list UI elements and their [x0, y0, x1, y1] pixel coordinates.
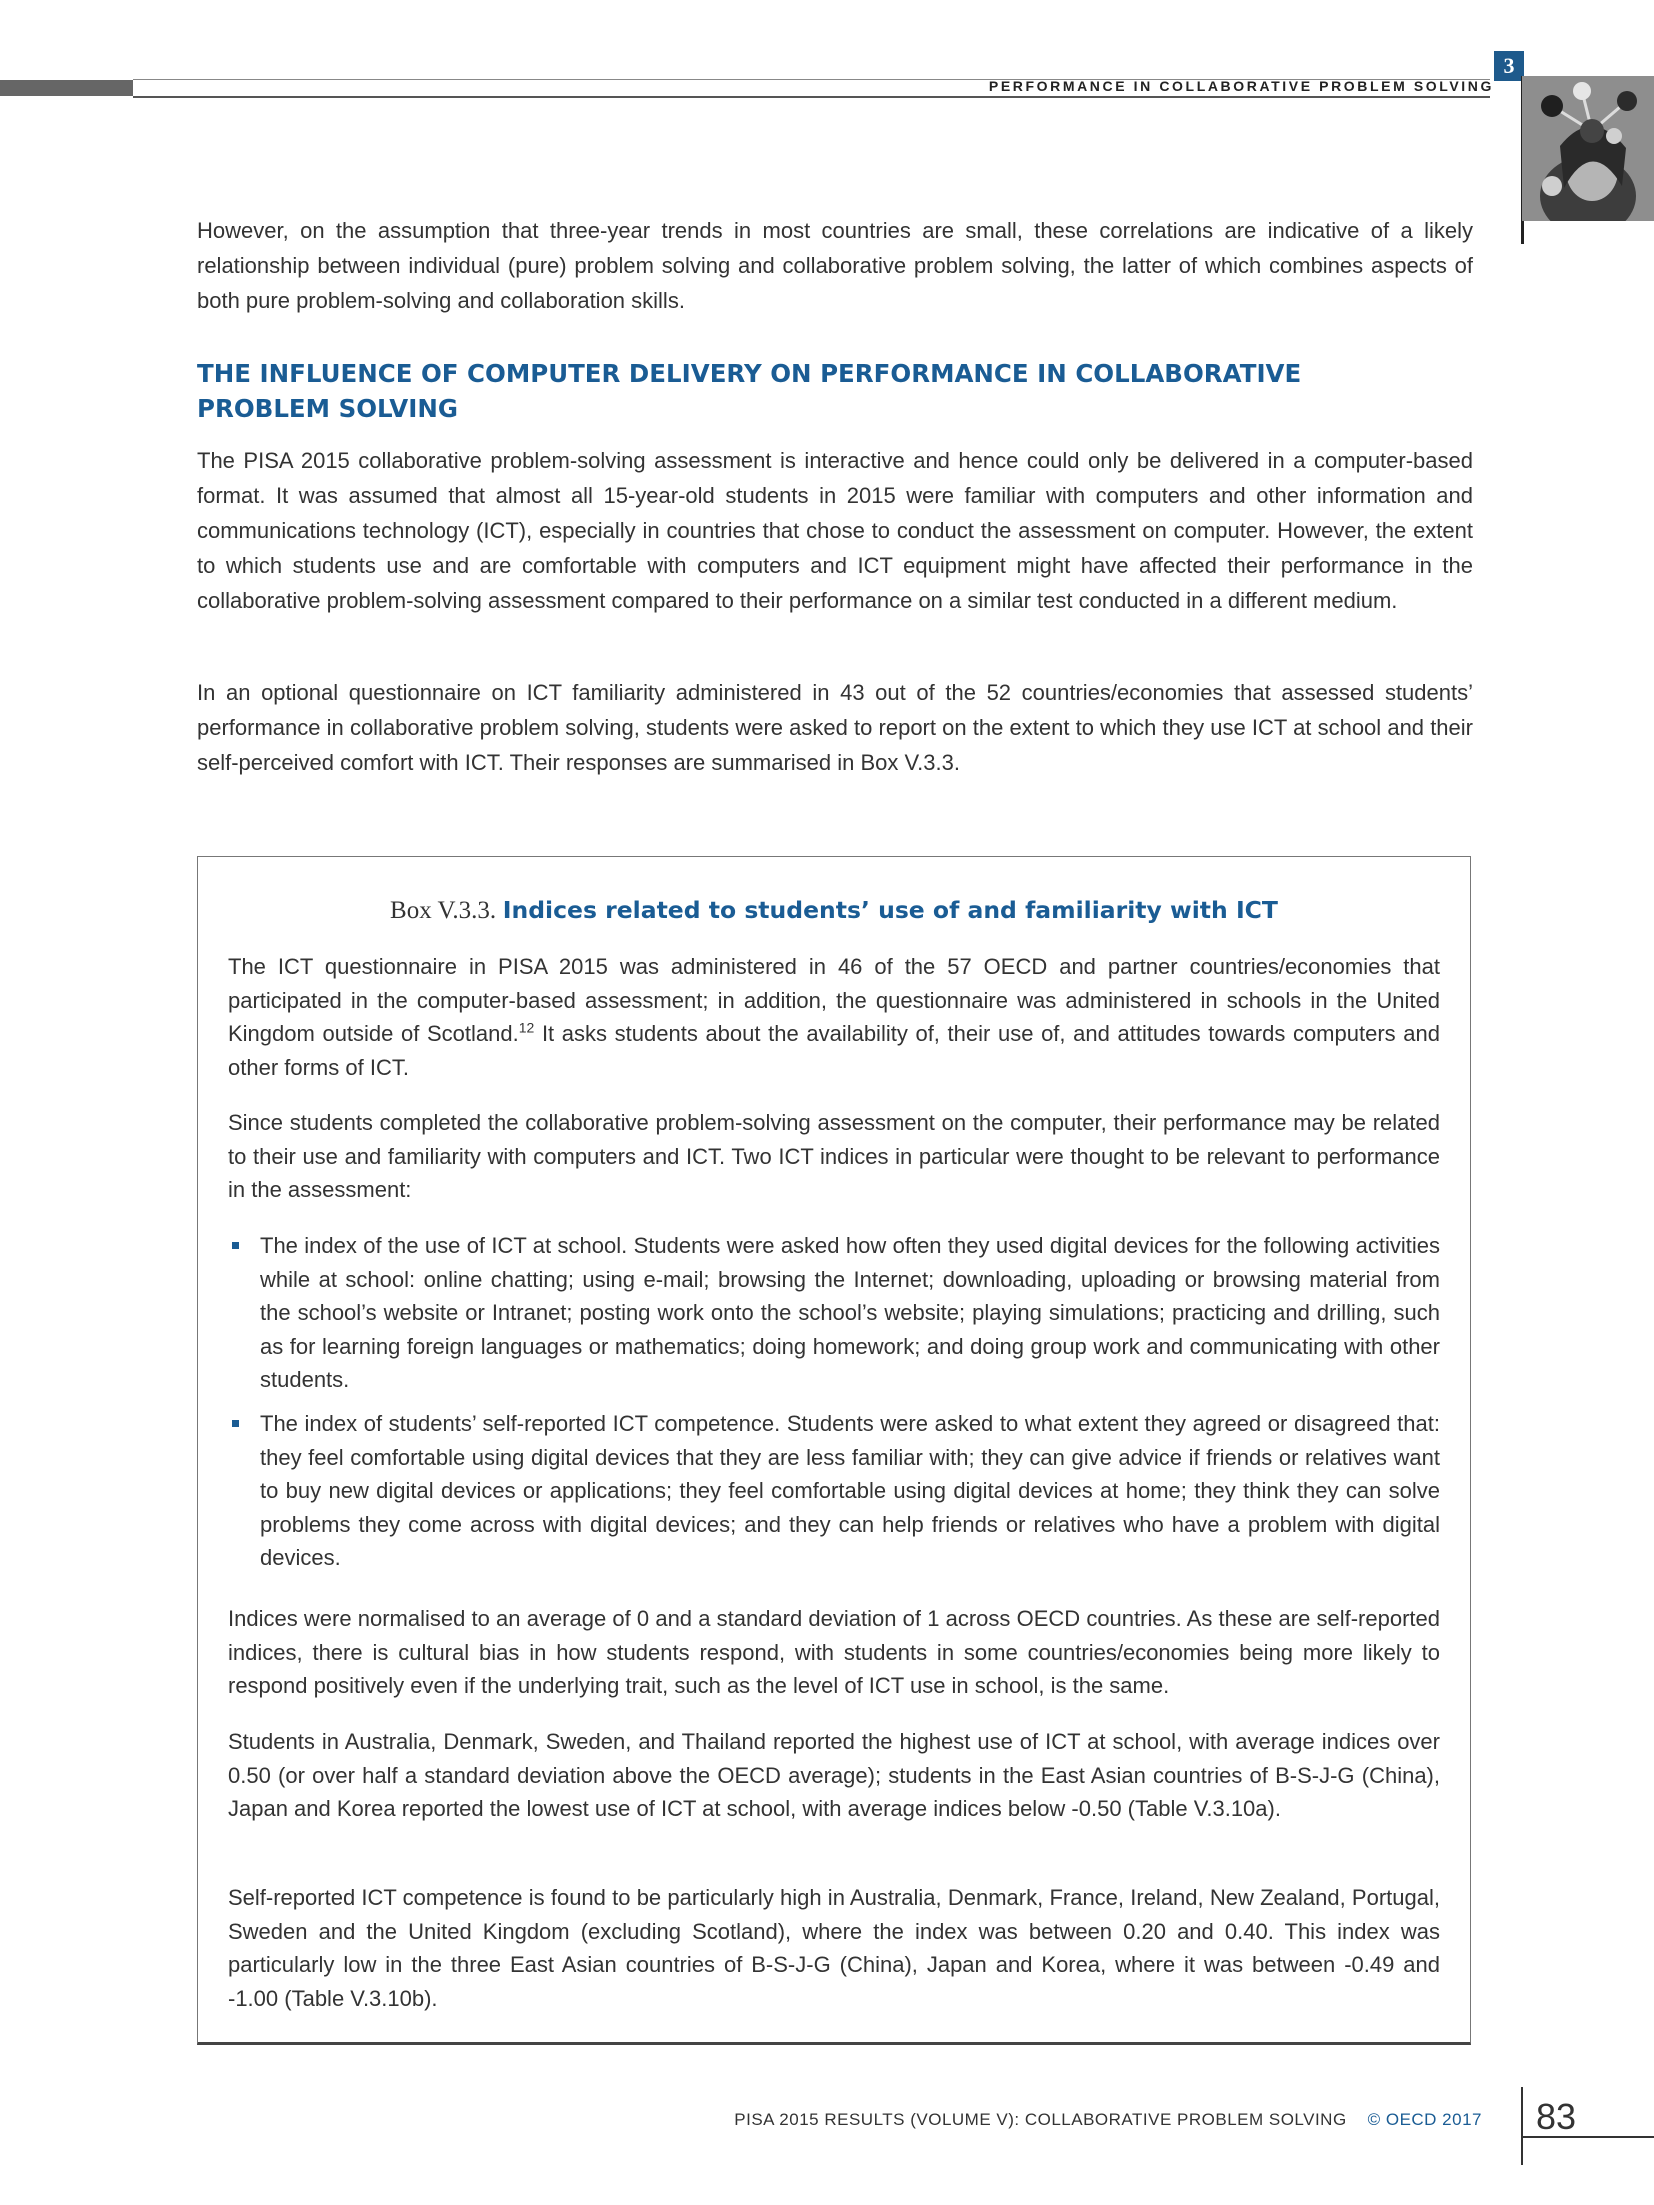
- section-paragraph-1: The PISA 2015 collaborative problem-solving assessment is interactive and hence could only be delivered in a computer-based format. It was assumed that almost all 15-year-old students in 2015 were familiar with computers and other information and communications technology (ICT), especially in countries that chose to conduct the assessment on computer. However, the extent to which students use and are comfortable with computers and ICT equipment might have affected their performance in the collaborative problem-solving assessment compared to their performance on a similar test conducted in a different medium.: [197, 448, 1473, 613]
- footnote-reference: 12: [518, 1019, 535, 1036]
- bullet-item-ict-competence: [228, 1407, 1440, 1575]
- box-label: Box V.3.3.: [390, 897, 497, 924]
- box-paragraph-1-text: The ICT questionnaire in PISA 2015 was administered in 46 of the 57 OECD and partner countries/economies that participated in the computer-based assessment; in addition, the questionnaire was administered in schools in the United Kingdom outside of Scotland.: [228, 954, 1440, 1046]
- square-bullet-icon: [232, 1242, 239, 1249]
- page-number: 83: [1536, 2096, 1577, 2137]
- footer-publication: PISA 2015 RESULTS (VOLUME V): COLLABORATIVE PROBLEM SOLVING: [734, 2110, 1347, 2129]
- box-paragraph-5: Self-reported ICT competence is found to be particularly high in Australia, Denmark, France, Ireland, New Zealand, Portugal, Sweden and the United Kingdom (excluding Scotland), where the index was between 0.20 and 0.40. This index was particularly low in the three East Asian countries of B-S-J-G (China), Japan and Korea, where it was between -0.49 and -1.00 (Table V.3.10b).: [228, 1885, 1440, 2011]
- box-paragraph-3: Indices were normalised to an average of 0 and a standard deviation of 1 across OECD countries. As these are self-reported indices, there is cultural bias in how students respond, with students in some countries/economies being more likely to respond positively even if the underlying trait, such as the level of ICT use in school, is the same.: [228, 1606, 1440, 1698]
- box-paragraph-1-continued: It asks students about the availability of, their use of, and attitudes towards computers and other forms of ICT.: [228, 1021, 1440, 1080]
- chapter-number-badge: 3: [1494, 51, 1524, 81]
- section-heading-line1: THE INFLUENCE OF COMPUTER DELIVERY ON PERFORMANCE IN COLLABORATIVE: [197, 359, 1302, 388]
- section-heading: [197, 356, 1397, 426]
- box-v-3-3: [197, 856, 1471, 2045]
- section-heading-line2: PROBLEM SOLVING: [197, 394, 458, 423]
- intro-paragraph: However, on the assumption that three-year trends in most countries are small, these correlations are indicative of a likely relationship between individual (pure) problem solving and collaborative problem solving, the latter of which combines aspects of both pure problem-solving and collaboration skills.: [197, 218, 1473, 313]
- student-with-molecule-model-photo: [1522, 76, 1654, 221]
- box-paragraph-4: Students in Australia, Denmark, Sweden, and Thailand reported the highest use of ICT at school, with average indices over 0.50 (or over half a standard deviation above the OECD average); students in the East Asian countries of B-S-J-G (China), Japan and Korea reported the lowest use of ICT at school, with average indices below -0.50 (Table V.3.10a).: [228, 1729, 1440, 1821]
- box-paragraph-2: Since students completed the collaborative problem-solving assessment on the computer, their performance may be related to their use and familiarity with computers and ICT. Two ICT indices in particular were thought to be relevant to performance in the assessment:: [228, 1110, 1440, 1202]
- box-paragraph-1: [228, 950, 1440, 1084]
- running-title: PERFORMANCE IN COLLABORATIVE PROBLEM SOLVING: [988, 78, 1494, 94]
- bullet-text: The index of the use of ICT at school. Students were asked how often they used digital devices for the following activities while at school: online chatting; using e-mail; browsing the Internet; downloading, uploading or browsing material from the school’s website or Intranet; posting work onto the school’s website; playing simulations; practicing and drilling, such as for learning foreign languages or mathematics; doing homework; and doing group work and communicating with other students.: [260, 1233, 1440, 1392]
- box-heading: Indices related to students’ use of and familiarity with ICT: [502, 896, 1278, 924]
- square-bullet-icon: [232, 1420, 239, 1427]
- box-title: [198, 893, 1470, 928]
- bullet-item-ict-use: [228, 1229, 1440, 1397]
- section-paragraph-2: In an optional questionnaire on ICT familiarity administered in 43 out of the 52 countries/economies that assessed students’ performance in collaborative problem solving, students were asked to report on the extent to which they use ICT at school and their self-perceived comfort with ICT. Their responses are summarised in Box V.3.3.: [197, 680, 1473, 775]
- footer-copyright: © OECD 2017: [1367, 2110, 1482, 2129]
- header-dark-bar: [0, 80, 133, 96]
- bullet-text: The index of students’ self-reported ICT competence. Students were asked to what extent they agreed or disagreed that: they feel comfortable using digital devices that they are less familiar with; they can give advice if friends or relatives want to buy new digital devices or applications; they feel comfortable using digital devices at home; they think they can solve problems they come across with digital devices; and they can help friends or relatives who have a problem with digital devices.: [260, 1411, 1440, 1570]
- footer-publication-line: [734, 2110, 1482, 2130]
- footer-vertical-rule: [1521, 2087, 1523, 2165]
- header-rule: [133, 96, 1490, 98]
